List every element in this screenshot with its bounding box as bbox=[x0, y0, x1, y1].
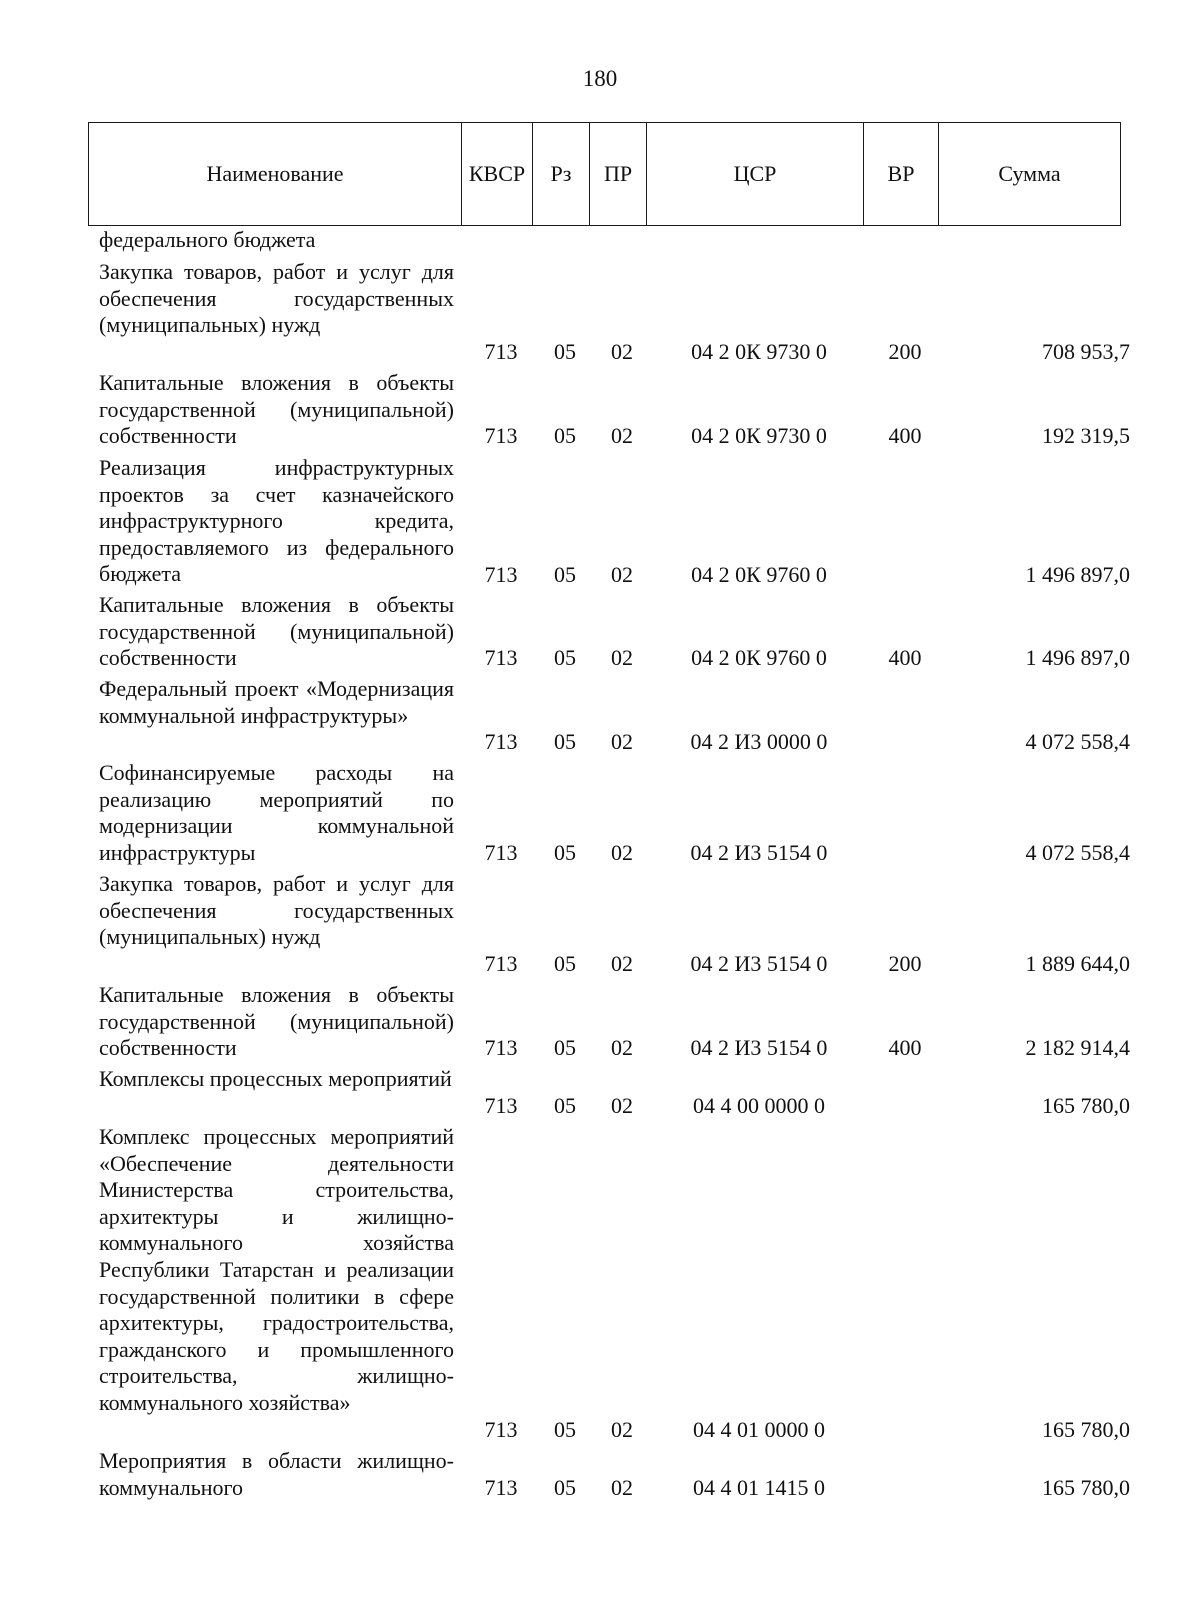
header-csr: ЦСР bbox=[647, 123, 864, 226]
row-name: Мероприятия в области жилищно-коммунального bbox=[99, 1448, 454, 1500]
row-csr: 04 4 01 1415 0 bbox=[693, 1475, 825, 1501]
row-vr: 200 bbox=[888, 951, 922, 977]
row-rz: 05 bbox=[554, 1475, 576, 1501]
row-kvsr: 713 bbox=[484, 1035, 518, 1061]
row-name: Реализация инфраструктурных проектов за счет казначейского инфраструктурного кредита, предоставляемого из федерального бюджета bbox=[99, 455, 454, 587]
row-pr: 02 bbox=[611, 645, 633, 671]
table-row bbox=[0, 592, 1200, 672]
row-sum: 4 072 558,4 bbox=[1025, 840, 1130, 866]
row-kvsr: 713 bbox=[484, 339, 518, 365]
row-name: Закупка товаров, работ и услуг для обеспечения государственных (муниципальных) нужд bbox=[99, 259, 454, 338]
row-name: Капитальные вложения в объекты государственной (муниципальной) собственности bbox=[99, 592, 454, 671]
row-csr: 04 2 И3 5154 0 bbox=[690, 951, 828, 977]
page-number: 180 bbox=[582, 66, 618, 91]
row-pr: 02 bbox=[611, 423, 633, 449]
header-vr: ВР bbox=[864, 123, 939, 226]
row-kvsr: 713 bbox=[484, 645, 518, 671]
table-row bbox=[0, 982, 1200, 1062]
row-pr: 02 bbox=[611, 840, 633, 866]
row-sum: 1 889 644,0 bbox=[1025, 951, 1130, 977]
row-pr: 02 bbox=[611, 1417, 633, 1443]
row-name: Федеральный проект «Модернизация коммунальной инфраструктуры» bbox=[99, 676, 454, 728]
row-pr: 02 bbox=[611, 951, 633, 977]
row-pr: 02 bbox=[611, 1475, 633, 1501]
row-sum: 1 496 897,0 bbox=[1025, 562, 1130, 588]
row-pr: 02 bbox=[611, 729, 633, 755]
row-kvsr: 713 bbox=[484, 562, 518, 588]
row-csr: 04 2 0К 9730 0 bbox=[691, 423, 827, 449]
table-row bbox=[0, 676, 1200, 756]
row-name: Софинансируемые расходы на реализацию мероприятий по модернизации коммунальной инфраструктуры bbox=[99, 760, 454, 865]
row-sum: 2 182 914,4 bbox=[1025, 1035, 1130, 1061]
row-kvsr: 713 bbox=[484, 840, 518, 866]
row-name: федерального бюджета bbox=[99, 227, 316, 252]
table-row bbox=[0, 370, 1200, 450]
row-pr: 02 bbox=[611, 339, 633, 365]
table-row bbox=[0, 227, 1200, 254]
row-vr: 200 bbox=[888, 339, 922, 365]
header-name: Наименование bbox=[89, 123, 462, 226]
row-rz: 05 bbox=[554, 1417, 576, 1443]
table-row bbox=[0, 259, 1200, 366]
row-csr: 04 2 И3 0000 0 bbox=[690, 729, 828, 755]
table-row bbox=[0, 760, 1200, 867]
row-csr: 04 2 0К 9760 0 bbox=[691, 645, 827, 671]
row-csr: 04 4 00 0000 0 bbox=[693, 1093, 825, 1119]
row-pr: 02 bbox=[611, 1035, 633, 1061]
row-rz: 05 bbox=[554, 562, 576, 588]
row-vr: 400 bbox=[888, 1035, 922, 1061]
table-row bbox=[0, 1066, 1200, 1120]
header-pr: ПР bbox=[590, 123, 647, 226]
table-row bbox=[0, 455, 1200, 589]
row-rz: 05 bbox=[554, 840, 576, 866]
row-sum: 165 780,0 bbox=[1042, 1417, 1130, 1443]
row-rz: 05 bbox=[554, 645, 576, 671]
row-sum: 192 319,5 bbox=[1042, 423, 1130, 449]
row-vr: 400 bbox=[888, 645, 922, 671]
row-rz: 05 bbox=[554, 729, 576, 755]
row-name: Комплекс процессных мероприятий «Обеспечение деятельности Министерства строительства, архитектуры и жилищно-коммунального хозяйства Республики Татарстан и реализации государственной политики в сфере архитектуры, градостроительства, гражданского и промышленного строительства, жилищно-коммунального хозяйства» bbox=[99, 1124, 454, 1415]
row-csr: 04 4 01 0000 0 bbox=[693, 1417, 825, 1443]
table-header bbox=[88, 122, 1121, 226]
row-name: Капитальные вложения в объекты государственной (муниципальной) собственности bbox=[99, 982, 454, 1061]
row-name: Закупка товаров, работ и услуг для обеспечения государственных (муниципальных) нужд bbox=[99, 871, 454, 950]
row-pr: 02 bbox=[611, 562, 633, 588]
table-row bbox=[0, 871, 1200, 978]
row-kvsr: 713 bbox=[484, 729, 518, 755]
row-kvsr: 713 bbox=[484, 423, 518, 449]
header-sum: Сумма bbox=[939, 123, 1121, 226]
row-csr: 04 2 0К 9760 0 bbox=[691, 562, 827, 588]
row-rz: 05 bbox=[554, 1093, 576, 1119]
row-sum: 1 496 897,0 bbox=[1025, 645, 1130, 671]
row-rz: 05 bbox=[554, 951, 576, 977]
row-kvsr: 713 bbox=[484, 1417, 518, 1443]
row-csr: 04 2 0К 9730 0 bbox=[691, 339, 827, 365]
row-rz: 05 bbox=[554, 339, 576, 365]
header-kvsr: КВСР bbox=[462, 123, 533, 226]
row-rz: 05 bbox=[554, 1035, 576, 1061]
row-name: Капитальные вложения в объекты государственной (муниципальной) собственности bbox=[99, 370, 454, 449]
row-kvsr: 713 bbox=[484, 951, 518, 977]
row-rz: 05 bbox=[554, 423, 576, 449]
table-row bbox=[0, 1448, 1200, 1502]
row-sum: 4 072 558,4 bbox=[1025, 729, 1130, 755]
row-csr: 04 2 И3 5154 0 bbox=[690, 1035, 828, 1061]
header-rz: Рз bbox=[533, 123, 590, 226]
row-sum: 165 780,0 bbox=[1042, 1475, 1130, 1501]
table-row bbox=[0, 1124, 1200, 1444]
row-pr: 02 bbox=[611, 1093, 633, 1119]
row-sum: 708 953,7 bbox=[1042, 339, 1130, 365]
row-csr: 04 2 И3 5154 0 bbox=[690, 840, 828, 866]
row-kvsr: 713 bbox=[484, 1475, 518, 1501]
row-name: Комплексы процессных мероприятий bbox=[99, 1066, 452, 1091]
row-sum: 165 780,0 bbox=[1042, 1093, 1130, 1119]
row-kvsr: 713 bbox=[484, 1093, 518, 1119]
row-vr: 400 bbox=[888, 423, 922, 449]
